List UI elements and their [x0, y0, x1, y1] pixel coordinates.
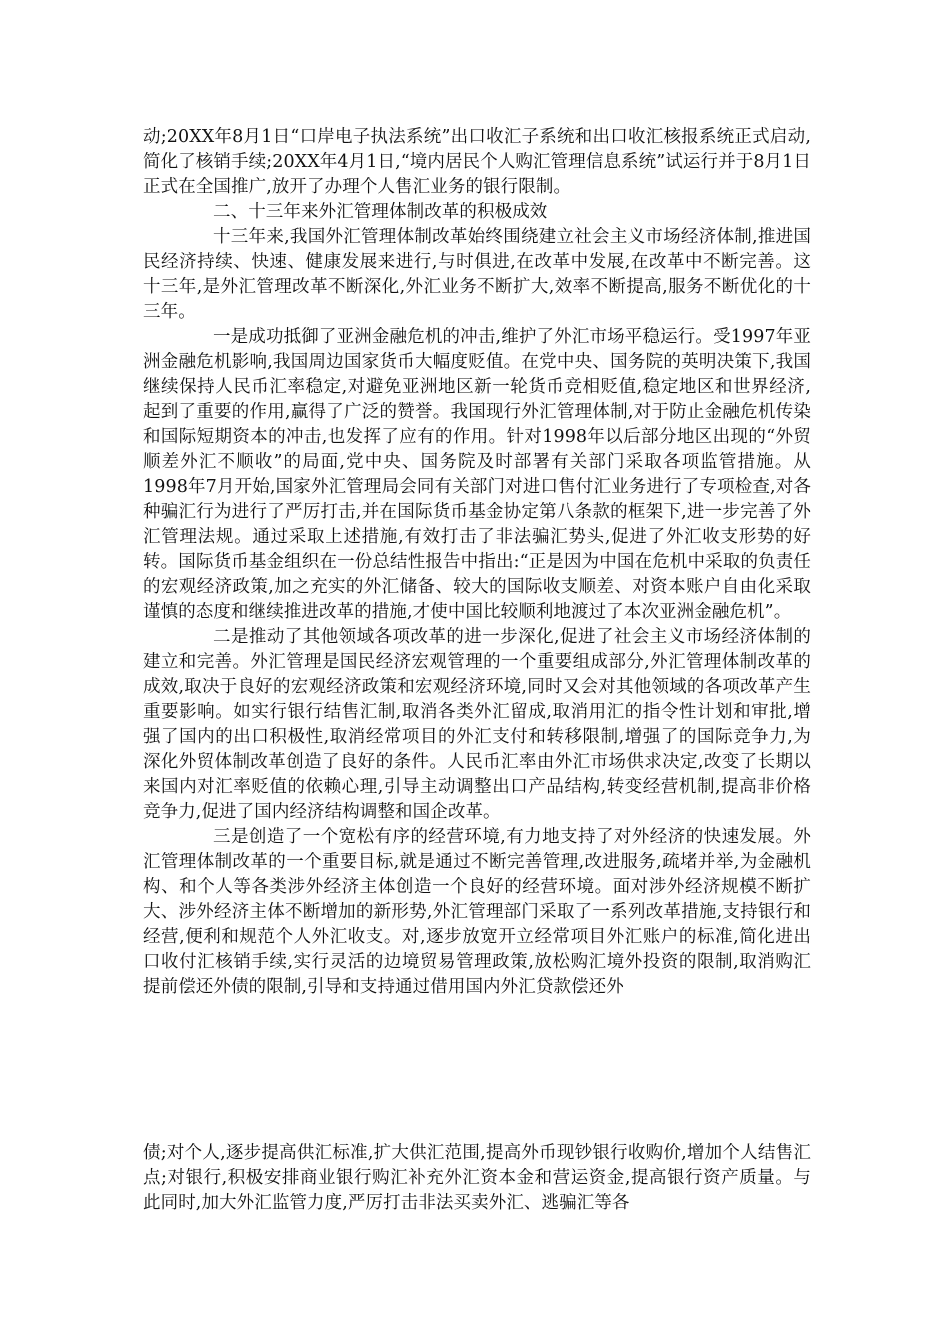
paragraph-continued: 债;对个人,逐步提高供汇标准,扩大供汇范围,提高外币现钞银行收购价,增加个人结售汇点;对银行,积极安排商业银行购汇补充外汇资本金和营运资金,提高银行资产质量。与此同时,加大外汇监管力度,严厉打击非法买卖外汇、逃骗汇等各 — [143, 1143, 811, 1213]
paragraph-point-one: 一是成功抵御了亚洲金融危机的冲击,维护了外汇市场平稳运行。受1997年亚洲金融危机影响,我国周边国家货币大幅度贬值。在党中央、国务院的英明决策下,我国继续保持人民币汇率稳定,对避免亚洲地区新一轮货币竞相贬值,稳定地区和世界经济,起到了重要的作用,赢得了广泛的赞誉。我国现行外汇管理体制,对于防止金融危机传染和国际短期资本的冲击,也发挥了应有的作用。针对1998年以后部分地区出现的“外贸顺差外汇不顺收”的局面,党中央、国务院及时部署有关部门采取各项监管措施。从1998年7月开始,国家外汇管理局会同有关部门对进口售付汇业务进行了专项检查,对各种骗汇行为进行了严厉打击,并在国际货币基金协定第八条款的框架下,进一步完善了外汇管理法规。通过采取上述措施,有效打击了非法骗汇势头,促进了外汇收支形势的好转。国际货币基金组织在一份总结性报告中指出:“正是因为中国在危机中采取的负责任的宏观经济政策,加之充实的外汇储备、较大的国际收支顺差、对资本账户自由化采取谨慎的态度和继续推进改革的措施,才使中国比较顺利地渡过了本次亚洲金融危机”。 — [143, 327, 811, 622]
paragraph-continuation: 动;20XX年8月1日“口岸电子执法系统”出口收汇子系统和出口收汇核报系统正式启动,简化了核销手续;20XX年4月1日,“境内居民个人购汇管理信息系统”试运行并于8月1日正式在全国推广,放开了办理个人售汇业务的银行限制。 — [143, 127, 811, 197]
paragraph-intro: 十三年来,我国外汇管理体制改革始终围绕建立社会主义市场经济体制,推进国民经济持续、快速、健康发展来进行,与时俱进,在改革中发展,在改革中不断完善。这十三年,是外汇管理改革不断深化,外汇业务不断扩大,效率不断提高,服务不断优化的十三年。 — [143, 227, 811, 322]
paragraph-point-two: 二是推动了其他领域各项改革的进一步深化,促进了社会主义市场经济体制的建立和完善。外汇管理是国民经济宏观管理的一个重要组成部分,外汇管理体制改革的成效,取决于良好的宏观经济政策和宏观经济环境,同时又会对其他领域的各项改革产生重要影响。如实行银行结售汇制,取消各类外汇留成,取消用汇的指令性计划和审批,增强了国内的出口积极性,取消经常项目的外汇支付和转移限制,增强了的国际竞争力,为深化外贸体制改革创造了良好的条件。人民币汇率由外汇市场供求决定,改变了长期以来国内对汇率贬值的依赖心理,引导主动调整出口产品结构,转变经营机制,提高非价格竞争力,促进了国内经济结构调整和国企改革。 — [143, 627, 811, 822]
section-heading: 二、十三年来外汇管理体制改革的积极成效 — [213, 202, 548, 222]
text-block-continued — [143, 1141, 811, 1216]
paragraph-point-three: 三是创造了一个宽松有序的经营环境,有力地支持了对外经济的快速发展。外汇管理体制改革的一个重要目标,就是通过不断完善管理,改进服务,疏堵并举,为金融机构、和个人等各类涉外经济主体创造一个良好的经营环境。面对涉外经济规模不断扩大、涉外经济主体不断增加的新形势,外汇管理部门采取了一系列改革措施,支持银行和经营,便利和规范个人外汇收支。对,逐步放宽开立经常项目外汇账户的标准,简化进出口收付汇核销手续,实行灵活的边境贸易管理政策,放松购汇境外投资的限制,取消购汇提前偿还外债的限制,引导和支持通过借用国内外汇贷款偿还外 — [143, 827, 811, 997]
text-block-main — [143, 125, 811, 1000]
